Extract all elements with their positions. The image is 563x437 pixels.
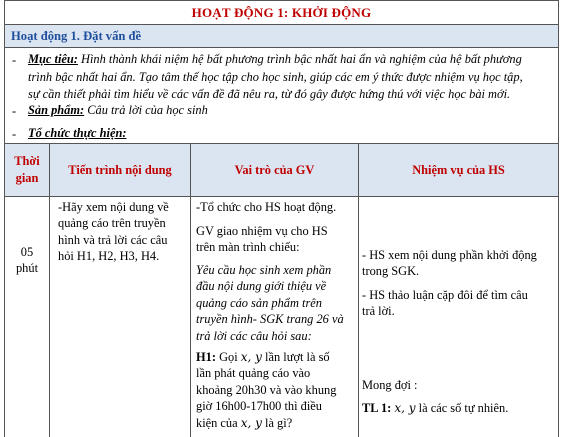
- answer-tl1: TL 1: x, y là các số tự nhiên.: [362, 401, 509, 415]
- bullet-dash: -: [12, 127, 17, 141]
- question-h1: H1: Gọi x, y lần lượt là số lần phát quảng cáo vào khoảng 20h30 và vào khung giờ 16h00-17h00 thì điều kiện của x, y là gì?: [196, 350, 337, 430]
- organization-label: Tổ chức thực hiện:: [28, 126, 127, 140]
- question-h1-label: H1:: [196, 350, 216, 364]
- header-time: Thời gian: [14, 154, 40, 185]
- divider-section: [4, 47, 559, 48]
- time-value: 05 phút: [15, 245, 39, 276]
- divider-table-header: [4, 196, 559, 197]
- product-line: [28, 102, 550, 120]
- teacher-assign: GV giao nhiệm vụ cho HS trên màn trình chiếu:: [196, 224, 328, 255]
- header-content: Tiến trình nội dung: [68, 162, 172, 177]
- objective-line-2: trình bậc nhất hai ẩn. Tạo tâm thế học tập cho học sinh, giúp các em ý thức được nhiệm vụ học tập,: [28, 69, 523, 84]
- bullet-dash: -: [12, 53, 17, 67]
- section-heading: Hoạt động 1. Đặt vấn đề: [5, 25, 558, 47]
- bullet-dash: -: [12, 104, 17, 118]
- expected-answers-label: Mong đợi :: [362, 378, 418, 392]
- objective-label: Mục tiêu:: [28, 52, 78, 66]
- variables-xy: x, y: [240, 350, 262, 364]
- variables-xy: x, y: [394, 401, 416, 415]
- organization-line: [28, 125, 550, 143]
- teacher-request: Yêu cầu học sinh xem phần đầu nội dung giới thiệu về quảng cáo sản phẩm trên truyền hình- SGK trang 26 và trả lời các câu hỏi sau:: [196, 263, 344, 343]
- header-teacher-role: Vai trò của GV: [234, 162, 315, 177]
- objective-text-1: Hình thành khái niệm hệ bất phương trình bậc nhất hai ẩn và nghiệm của hệ bất phương: [81, 52, 522, 66]
- product-text: Câu trả lời của học sinh: [87, 103, 208, 117]
- content-cell: -Hãy xem nội dung về quảng cáo trên truyền hình và trả lời các câu hỏi H1, H2, H3, H4.: [58, 200, 169, 264]
- student-task-1: - HS xem nội dung phần khởi động trong SGK.: [362, 248, 537, 279]
- variables-xy: x, y: [240, 415, 262, 430]
- product-label: Sản phẩm:: [28, 103, 85, 117]
- activity-title: HOẠT ĐỘNG 1: KHỞI ĐỘNG: [191, 4, 372, 20]
- objective-line-3: sự cần thiết phải tìm hiểu về các vấn đề đã nêu ra, từ đó gây được hứng thú với việc học bài mới.: [28, 87, 511, 101]
- student-task-2: - HS thảo luận cặp đôi để tìm câu trả lời.: [362, 288, 528, 319]
- answer-tl1-label: TL 1:: [362, 401, 392, 415]
- objective-line-1: [28, 51, 550, 69]
- teacher-organize: -Tổ chức cho HS hoạt động.: [196, 200, 337, 214]
- header-student-task: Nhiệm vụ của HS: [412, 162, 505, 177]
